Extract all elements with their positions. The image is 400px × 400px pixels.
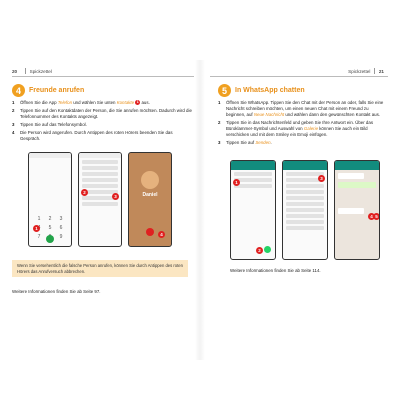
section-number-badge: 5 xyxy=(218,84,231,97)
footer-note: Weitere Informationen finden Sie ab Seite 97. xyxy=(12,289,101,294)
header-rule xyxy=(12,76,194,77)
step-text: Tippen Sie in das Nachrichtenfeld und geben Sie Ihre Antwort ein. Über das Büroklammer-Symbol und Auswahl von Galerie können Sie auch ein Bild verschicken und mit dem Smiley ein Emoji einfügen. xyxy=(226,120,374,137)
step-item xyxy=(218,100,388,118)
step-item xyxy=(218,140,388,146)
phone-screenshot-call xyxy=(128,152,172,247)
callout-marker: 1 xyxy=(33,225,40,232)
step-item xyxy=(12,108,194,120)
page-number: 20 xyxy=(12,68,18,74)
step-number: 4 xyxy=(12,130,15,135)
phone-icon xyxy=(46,235,54,243)
running-head-title: Spickzettel xyxy=(29,68,52,74)
step-item xyxy=(218,120,388,138)
callout-marker: 1 xyxy=(233,179,240,186)
hangup-icon xyxy=(146,228,154,236)
section-title: Freunde anrufen xyxy=(29,87,85,94)
step-number: 1 xyxy=(12,100,15,105)
step-list xyxy=(218,100,388,148)
callout-marker: 2 xyxy=(81,189,88,196)
callout-marker: 2 xyxy=(256,247,263,254)
step-item xyxy=(12,122,194,128)
phone-screenshot-contact xyxy=(78,152,122,247)
callout-marker: 4 xyxy=(368,213,375,220)
callout-marker: 3 xyxy=(112,193,119,200)
new-chat-icon xyxy=(264,246,271,253)
section-heading xyxy=(218,84,305,97)
divider xyxy=(374,68,375,74)
step-number: 3 xyxy=(12,122,15,127)
step-item xyxy=(12,100,194,106)
running-head xyxy=(212,66,388,76)
step-number: 1 xyxy=(218,100,221,105)
phone-screenshot-dialer xyxy=(28,152,72,247)
section-number-badge: 4 xyxy=(12,84,25,97)
step-text: Tippen Sie auf Senden. xyxy=(226,140,272,145)
info-box: Wenn Sie versehentlich die falsche Person anrufen, können Sie durch Antippen des roten Hörers das Anrufversuch abbrechen. xyxy=(12,260,188,277)
step-text: Die Person wird angerufen. Durch Antippen des roten Hörers beenden Sie das Gespräch. xyxy=(20,130,173,141)
caller-name: Daniel xyxy=(142,192,158,198)
step-text: Tippen Sie auf das Telefonsymbol. xyxy=(20,122,87,127)
step-list xyxy=(12,100,194,144)
step-text: Öffnen Sie die App Telefon und wählen Sie unten Kontakte 1 aus. xyxy=(20,100,150,105)
phone-screenshot-chatlist xyxy=(230,160,276,260)
header-rule xyxy=(210,76,388,77)
screenshot-row xyxy=(28,152,172,247)
step-item xyxy=(12,130,194,142)
footer-note: Weitere Informationen finden Sie ab Seite 114. xyxy=(230,268,321,273)
callout-marker: 1 xyxy=(136,100,139,105)
phone-screenshot-chat xyxy=(334,160,380,260)
step-number: 3 xyxy=(218,140,221,145)
callout-marker: 5 xyxy=(373,213,380,220)
step-number: 2 xyxy=(12,108,15,113)
section-title: In WhatsApp chatten xyxy=(235,87,305,94)
dial-keypad: 1 2 3 5 6 7 9 xyxy=(37,216,63,240)
page-number: 21 xyxy=(378,68,384,74)
divider xyxy=(25,68,26,74)
section-heading xyxy=(12,84,84,97)
callout-marker: 3 xyxy=(318,175,325,182)
right-page xyxy=(200,0,400,400)
screenshot-row xyxy=(230,160,380,260)
running-head-title: Spickzettel xyxy=(348,68,371,74)
callout-marker: 4 xyxy=(158,231,165,238)
avatar xyxy=(141,171,159,189)
running-head xyxy=(12,66,194,76)
step-text: Tippen Sie auf den Kontaktdaten der Person, die Sie anrufen möchten. Dadurch wird die Telefonnummer des Kontakts angezeigt. xyxy=(20,108,192,119)
step-text: Öffnen Sie WhatsApp. Tippen Sie den Chat mit der Person an oder, falls Sie eine Nachricht schreiben möchten, um einen neuen Chat mit einem Freund zu beginnen, auf Neue Nachricht und wählen dann den gewünschten Kontakt aus. xyxy=(226,100,384,117)
phone-screenshot-contacts xyxy=(282,160,328,260)
step-number: 2 xyxy=(218,120,221,125)
